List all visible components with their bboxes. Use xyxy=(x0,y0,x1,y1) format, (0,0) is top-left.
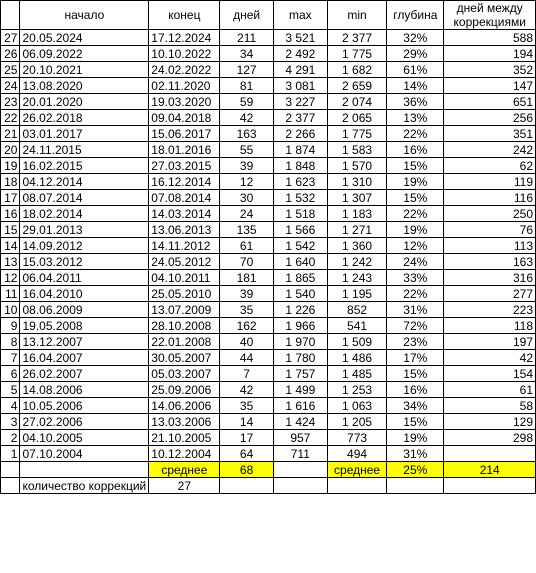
cell-depth[interactable]: 29% xyxy=(387,46,444,62)
row-index[interactable]: 13 xyxy=(1,254,20,270)
summary-row xyxy=(1,462,536,478)
row-index[interactable]: 14 xyxy=(1,238,20,254)
header-index-cell[interactable] xyxy=(1,1,20,30)
cell-gap[interactable]: 298 xyxy=(444,430,536,446)
cell-start[interactable]: 26.02.2007 xyxy=(20,366,149,382)
cell-max[interactable]: 711 xyxy=(273,446,327,462)
header-max[interactable]: max xyxy=(273,1,327,30)
avg-depth-label[interactable]: среднее xyxy=(327,462,386,478)
row-index[interactable]: 3 xyxy=(1,414,20,430)
cell-max[interactable]: 3 227 xyxy=(273,94,327,110)
cell-start[interactable]: 13.08.2020 xyxy=(20,78,149,94)
cell-min[interactable]: 1 570 xyxy=(327,158,386,174)
summary-blank-start[interactable] xyxy=(20,462,149,478)
table-row xyxy=(1,222,536,238)
cell-days[interactable]: 17 xyxy=(220,430,273,446)
cell-days[interactable]: 64 xyxy=(220,446,273,462)
header-row xyxy=(1,1,536,30)
cell-depth[interactable]: 19% xyxy=(387,222,444,238)
cell-days[interactable]: 162 xyxy=(220,318,273,334)
empty-cell[interactable] xyxy=(444,478,536,494)
table-row xyxy=(1,142,536,158)
row-index[interactable]: 25 xyxy=(1,62,20,78)
cell-days[interactable]: 81 xyxy=(220,78,273,94)
correction-count-label[interactable]: количество коррекций xyxy=(20,478,149,494)
cell-days[interactable]: 12 xyxy=(220,174,273,190)
cell-end[interactable]: 27.03.2015 xyxy=(149,158,220,174)
row-index[interactable]: 23 xyxy=(1,94,20,110)
cell-end[interactable]: 14.06.2006 xyxy=(149,398,220,414)
cell-min[interactable]: 1 360 xyxy=(327,238,386,254)
cell-depth[interactable]: 16% xyxy=(387,382,444,398)
cell-gap[interactable]: 147 xyxy=(444,78,536,94)
cell-depth[interactable]: 15% xyxy=(387,414,444,430)
table-row xyxy=(1,238,536,254)
avg-gap-value[interactable]: 214 xyxy=(444,462,536,478)
cell-end[interactable]: 28.10.2008 xyxy=(149,318,220,334)
table-row xyxy=(1,62,536,78)
cell-min[interactable]: 1 307 xyxy=(327,190,386,206)
table-row xyxy=(1,30,536,46)
cell-end[interactable]: 17.12.2024 xyxy=(149,30,220,46)
header-min[interactable]: min xyxy=(327,1,386,30)
table-row xyxy=(1,78,536,94)
cell-gap[interactable]: 316 xyxy=(444,270,536,286)
cell-max[interactable]: 1 848 xyxy=(273,158,327,174)
cell-max[interactable]: 4 291 xyxy=(273,62,327,78)
cell-depth[interactable]: 19% xyxy=(387,430,444,446)
cell-depth[interactable]: 33% xyxy=(387,270,444,286)
row-index[interactable]: 9 xyxy=(1,318,20,334)
cell-days[interactable]: 181 xyxy=(220,270,273,286)
cell-end[interactable]: 09.04.2018 xyxy=(149,110,220,126)
cell-end[interactable]: 16.12.2014 xyxy=(149,174,220,190)
cell-days[interactable]: 7 xyxy=(220,366,273,382)
cell-max[interactable]: 1 499 xyxy=(273,382,327,398)
cell-gap[interactable]: 197 xyxy=(444,334,536,350)
table-row xyxy=(1,174,536,190)
table-row xyxy=(1,334,536,350)
cell-gap[interactable]: 163 xyxy=(444,254,536,270)
cell-end[interactable]: 24.05.2012 xyxy=(149,254,220,270)
cell-max[interactable]: 1 780 xyxy=(273,350,327,366)
row-index[interactable]: 12 xyxy=(1,270,20,286)
count-index-cell[interactable] xyxy=(1,478,20,494)
cell-end[interactable]: 19.03.2020 xyxy=(149,94,220,110)
cell-max[interactable]: 1 566 xyxy=(273,222,327,238)
cell-end[interactable]: 14.11.2012 xyxy=(149,238,220,254)
cell-gap[interactable]: 352 xyxy=(444,62,536,78)
table-row xyxy=(1,366,536,382)
cell-start[interactable]: 10.05.2006 xyxy=(20,398,149,414)
cell-gap[interactable]: 154 xyxy=(444,366,536,382)
table-row xyxy=(1,94,536,110)
cell-min[interactable]: 773 xyxy=(327,430,386,446)
table-row xyxy=(1,190,536,206)
cell-max[interactable]: 957 xyxy=(273,430,327,446)
cell-end[interactable]: 07.08.2014 xyxy=(149,190,220,206)
cell-end[interactable]: 24.02.2022 xyxy=(149,62,220,78)
cell-end[interactable]: 30.05.2007 xyxy=(149,350,220,366)
cell-min[interactable]: 2 065 xyxy=(327,110,386,126)
row-index[interactable]: 17 xyxy=(1,190,20,206)
cell-depth[interactable]: 36% xyxy=(387,94,444,110)
cell-gap[interactable]: 119 xyxy=(444,174,536,190)
cell-depth[interactable]: 34% xyxy=(387,398,444,414)
cell-max[interactable]: 1 424 xyxy=(273,414,327,430)
cell-min[interactable]: 1 271 xyxy=(327,222,386,238)
cell-start[interactable]: 06.09.2022 xyxy=(20,46,149,62)
table-row xyxy=(1,46,536,62)
cell-min[interactable]: 1 486 xyxy=(327,350,386,366)
cell-depth[interactable]: 17% xyxy=(387,350,444,366)
cell-end[interactable]: 05.03.2007 xyxy=(149,366,220,382)
table-row xyxy=(1,350,536,366)
cell-gap[interactable]: 42 xyxy=(444,350,536,366)
cell-min[interactable]: 1 242 xyxy=(327,254,386,270)
cell-min[interactable]: 1 195 xyxy=(327,286,386,302)
cell-gap[interactable]: 256 xyxy=(444,110,536,126)
cell-start[interactable]: 14.08.2006 xyxy=(20,382,149,398)
cell-gap[interactable]: 277 xyxy=(444,286,536,302)
cell-start[interactable]: 27.02.2006 xyxy=(20,414,149,430)
cell-start[interactable]: 08.07.2014 xyxy=(20,190,149,206)
cell-max[interactable]: 1 226 xyxy=(273,302,327,318)
cell-start[interactable]: 13.12.2007 xyxy=(20,334,149,350)
table-row xyxy=(1,446,536,462)
cell-start[interactable]: 08.06.2009 xyxy=(20,302,149,318)
cell-gap[interactable]: 129 xyxy=(444,414,536,430)
cell-end[interactable]: 13.03.2006 xyxy=(149,414,220,430)
table-row xyxy=(1,254,536,270)
cell-depth[interactable]: 22% xyxy=(387,286,444,302)
header-gap-line1: дней между xyxy=(456,1,523,15)
cell-min[interactable]: 1 205 xyxy=(327,414,386,430)
cell-depth[interactable]: 22% xyxy=(387,206,444,222)
cell-end[interactable]: 25.09.2006 xyxy=(149,382,220,398)
cell-depth[interactable]: 31% xyxy=(387,302,444,318)
cell-max[interactable]: 3 521 xyxy=(273,30,327,46)
cell-days[interactable]: 40 xyxy=(220,334,273,350)
cell-days[interactable]: 39 xyxy=(220,286,273,302)
row-index[interactable]: 15 xyxy=(1,222,20,238)
cell-min[interactable]: 1 063 xyxy=(327,398,386,414)
cell-days[interactable]: 135 xyxy=(220,222,273,238)
cell-gap[interactable]: 116 xyxy=(444,190,536,206)
cell-depth[interactable]: 31% xyxy=(387,446,444,462)
row-index[interactable]: 5 xyxy=(1,382,20,398)
cell-start[interactable]: 18.02.2014 xyxy=(20,206,149,222)
cell-max[interactable]: 1 542 xyxy=(273,238,327,254)
cell-max[interactable]: 1 865 xyxy=(273,270,327,286)
cell-min[interactable]: 2 377 xyxy=(327,30,386,46)
cell-max[interactable]: 2 377 xyxy=(273,110,327,126)
row-index[interactable]: 10 xyxy=(1,302,20,318)
cell-max[interactable]: 1 966 xyxy=(273,318,327,334)
cell-days[interactable]: 55 xyxy=(220,142,273,158)
cell-end[interactable]: 15.06.2017 xyxy=(149,126,220,142)
cell-min[interactable]: 1 509 xyxy=(327,334,386,350)
cell-max[interactable]: 1 970 xyxy=(273,334,327,350)
avg-days-label[interactable]: среднее xyxy=(149,462,220,478)
row-index[interactable]: 19 xyxy=(1,158,20,174)
table-row xyxy=(1,318,536,334)
cell-depth[interactable]: 12% xyxy=(387,238,444,254)
cell-days[interactable]: 14 xyxy=(220,414,273,430)
cell-end[interactable]: 04.10.2011 xyxy=(149,270,220,286)
table-row xyxy=(1,430,536,446)
cell-depth[interactable]: 72% xyxy=(387,318,444,334)
cell-start[interactable]: 26.02.2018 xyxy=(20,110,149,126)
cell-gap[interactable] xyxy=(444,446,536,462)
cell-depth[interactable]: 13% xyxy=(387,110,444,126)
cell-days[interactable]: 211 xyxy=(220,30,273,46)
row-index[interactable]: 16 xyxy=(1,206,20,222)
cell-min[interactable]: 1 310 xyxy=(327,174,386,190)
cell-end[interactable]: 18.01.2016 xyxy=(149,142,220,158)
row-index[interactable]: 26 xyxy=(1,46,20,62)
cell-end[interactable]: 13.07.2009 xyxy=(149,302,220,318)
cell-min[interactable]: 1 253 xyxy=(327,382,386,398)
cell-max[interactable]: 2 492 xyxy=(273,46,327,62)
row-index[interactable]: 4 xyxy=(1,398,20,414)
cell-min[interactable]: 541 xyxy=(327,318,386,334)
header-gap[interactable] xyxy=(444,1,536,30)
cell-depth[interactable]: 15% xyxy=(387,190,444,206)
cell-gap[interactable]: 351 xyxy=(444,126,536,142)
cell-gap[interactable]: 651 xyxy=(444,94,536,110)
cell-start[interactable]: 20.01.2020 xyxy=(20,94,149,110)
empty-cell[interactable] xyxy=(273,478,327,494)
cell-depth[interactable]: 16% xyxy=(387,142,444,158)
cell-end[interactable]: 22.01.2008 xyxy=(149,334,220,350)
cell-gap[interactable]: 118 xyxy=(444,318,536,334)
table-row xyxy=(1,158,536,174)
table-row xyxy=(1,398,536,414)
cell-gap[interactable]: 113 xyxy=(444,238,536,254)
cell-end[interactable]: 21.10.2005 xyxy=(149,430,220,446)
row-index[interactable]: 20 xyxy=(1,142,20,158)
cell-days[interactable]: 42 xyxy=(220,110,273,126)
cell-days[interactable]: 30 xyxy=(220,190,273,206)
cell-gap[interactable]: 76 xyxy=(444,222,536,238)
count-row xyxy=(1,478,536,494)
cell-depth[interactable]: 14% xyxy=(387,78,444,94)
cell-min[interactable]: 1 775 xyxy=(327,46,386,62)
summary-index-cell[interactable] xyxy=(1,462,20,478)
table-row xyxy=(1,110,536,126)
row-index[interactable]: 6 xyxy=(1,366,20,382)
cell-end[interactable]: 13.06.2013 xyxy=(149,222,220,238)
cell-min[interactable]: 2 659 xyxy=(327,78,386,94)
cell-max[interactable]: 1 757 xyxy=(273,366,327,382)
cell-depth[interactable]: 32% xyxy=(387,30,444,46)
row-index[interactable]: 24 xyxy=(1,78,20,94)
table-row xyxy=(1,302,536,318)
empty-cell[interactable] xyxy=(387,478,444,494)
cell-days[interactable]: 42 xyxy=(220,382,273,398)
cell-start[interactable]: 03.01.2017 xyxy=(20,126,149,142)
cell-gap[interactable]: 194 xyxy=(444,46,536,62)
cell-min[interactable]: 494 xyxy=(327,446,386,462)
table-row xyxy=(1,270,536,286)
cell-start[interactable]: 16.04.2007 xyxy=(20,350,149,366)
cell-days[interactable]: 34 xyxy=(220,46,273,62)
cell-days[interactable]: 35 xyxy=(220,398,273,414)
cell-gap[interactable]: 250 xyxy=(444,206,536,222)
header-days[interactable]: дней xyxy=(220,1,273,30)
cell-days[interactable]: 61 xyxy=(220,238,273,254)
row-index[interactable]: 2 xyxy=(1,430,20,446)
cell-depth[interactable]: 22% xyxy=(387,126,444,142)
table-row xyxy=(1,206,536,222)
row-index[interactable]: 1 xyxy=(1,446,20,462)
row-index[interactable]: 27 xyxy=(1,30,20,46)
table-row xyxy=(1,382,536,398)
cell-end[interactable]: 02.11.2020 xyxy=(149,78,220,94)
cell-days[interactable]: 44 xyxy=(220,350,273,366)
empty-cell[interactable] xyxy=(220,478,273,494)
cell-max[interactable]: 3 081 xyxy=(273,78,327,94)
cell-end[interactable]: 10.10.2022 xyxy=(149,46,220,62)
row-index[interactable]: 7 xyxy=(1,350,20,366)
table-row xyxy=(1,414,536,430)
correction-count-value[interactable]: 27 xyxy=(149,478,220,494)
cell-min[interactable]: 1 183 xyxy=(327,206,386,222)
cell-max[interactable]: 2 266 xyxy=(273,126,327,142)
table-row xyxy=(1,286,536,302)
cell-start[interactable]: 19.05.2008 xyxy=(20,318,149,334)
cell-depth[interactable]: 61% xyxy=(387,62,444,78)
cell-depth[interactable]: 15% xyxy=(387,158,444,174)
cell-start[interactable]: 16.02.2015 xyxy=(20,158,149,174)
row-index[interactable]: 8 xyxy=(1,334,20,350)
cell-days[interactable]: 70 xyxy=(220,254,273,270)
cell-min[interactable]: 1 682 xyxy=(327,62,386,78)
cell-max[interactable]: 1 616 xyxy=(273,398,327,414)
row-index[interactable]: 21 xyxy=(1,126,20,142)
header-end[interactable]: конец xyxy=(149,1,220,30)
cell-gap[interactable]: 223 xyxy=(444,302,536,318)
cell-gap[interactable]: 58 xyxy=(444,398,536,414)
cell-max[interactable]: 1 640 xyxy=(273,254,327,270)
header-depth[interactable]: глубина xyxy=(387,1,444,30)
avg-depth-value[interactable]: 25% xyxy=(387,462,444,478)
cell-days[interactable]: 39 xyxy=(220,158,273,174)
cell-min[interactable]: 1 485 xyxy=(327,366,386,382)
cell-gap[interactable]: 588 xyxy=(444,30,536,46)
cell-depth[interactable]: 24% xyxy=(387,254,444,270)
cell-min[interactable]: 1 243 xyxy=(327,270,386,286)
cell-max[interactable]: 1 532 xyxy=(273,190,327,206)
row-index[interactable]: 11 xyxy=(1,286,20,302)
cell-end[interactable]: 14.03.2014 xyxy=(149,206,220,222)
cell-gap[interactable]: 61 xyxy=(444,382,536,398)
cell-gap[interactable]: 62 xyxy=(444,158,536,174)
cell-max[interactable]: 1 623 xyxy=(273,174,327,190)
cell-min[interactable]: 2 074 xyxy=(327,94,386,110)
empty-cell[interactable] xyxy=(327,478,386,494)
cell-start[interactable]: 20.10.2021 xyxy=(20,62,149,78)
cell-max[interactable]: 1 874 xyxy=(273,142,327,158)
cell-start[interactable]: 14.09.2012 xyxy=(20,238,149,254)
cell-end[interactable]: 10.12.2004 xyxy=(149,446,220,462)
cell-max[interactable]: 1 540 xyxy=(273,286,327,302)
cell-days[interactable]: 24 xyxy=(220,206,273,222)
cell-start[interactable]: 15.03.2012 xyxy=(20,254,149,270)
header-gap-line2: коррекциями xyxy=(453,15,526,29)
cell-depth[interactable]: 23% xyxy=(387,334,444,350)
cell-min[interactable]: 1 583 xyxy=(327,142,386,158)
cell-days[interactable]: 59 xyxy=(220,94,273,110)
row-index[interactable]: 18 xyxy=(1,174,20,190)
avg-days-value[interactable]: 68 xyxy=(220,462,273,478)
table-row xyxy=(1,126,536,142)
cell-days[interactable]: 35 xyxy=(220,302,273,318)
cell-start[interactable]: 29.01.2013 xyxy=(20,222,149,238)
cell-max[interactable]: 1 518 xyxy=(273,206,327,222)
cell-start[interactable]: 24.11.2015 xyxy=(20,142,149,158)
cell-days[interactable]: 163 xyxy=(220,126,273,142)
cell-start[interactable]: 20.05.2024 xyxy=(20,30,149,46)
cell-end[interactable]: 25.05.2010 xyxy=(149,286,220,302)
cell-depth[interactable]: 19% xyxy=(387,174,444,190)
cell-start[interactable]: 16.04.2010 xyxy=(20,286,149,302)
row-index[interactable]: 22 xyxy=(1,110,20,126)
cell-start[interactable]: 06.04.2011 xyxy=(20,270,149,286)
summary-blank-max[interactable] xyxy=(273,462,327,478)
header-start[interactable]: начало xyxy=(20,1,149,30)
cell-days[interactable]: 127 xyxy=(220,62,273,78)
cell-min[interactable]: 1 775 xyxy=(327,126,386,142)
cell-start[interactable]: 07.10.2004 xyxy=(20,446,149,462)
cell-start[interactable]: 04.12.2014 xyxy=(20,174,149,190)
cell-min[interactable]: 852 xyxy=(327,302,386,318)
cell-gap[interactable]: 242 xyxy=(444,142,536,158)
cell-start[interactable]: 04.10.2005 xyxy=(20,430,149,446)
cell-depth[interactable]: 15% xyxy=(387,366,444,382)
